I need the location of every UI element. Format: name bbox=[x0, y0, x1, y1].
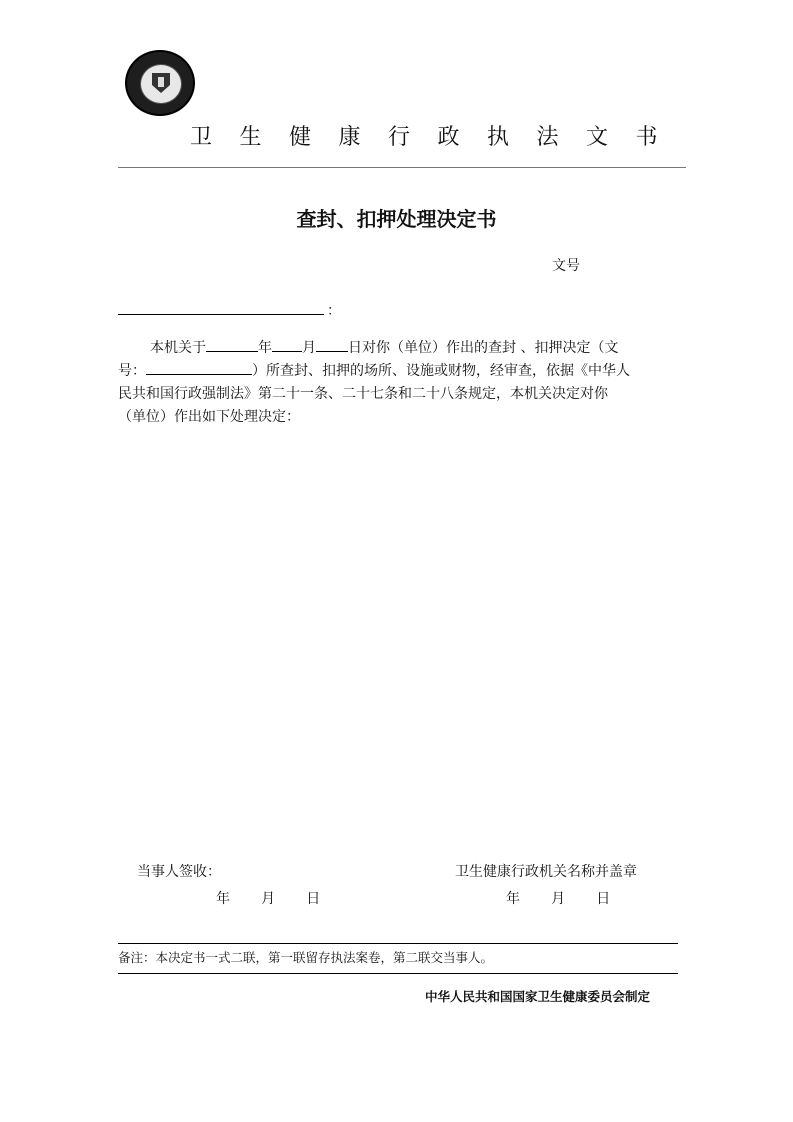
year-blank[interactable] bbox=[206, 337, 258, 352]
party-sign-label: 当事人签收： bbox=[137, 864, 221, 880]
note-text: 备注：本决定书一式二联，第一联留存执法案卷，第二联交当事人。 bbox=[118, 950, 494, 965]
party-sign-date: 年 月 日 bbox=[216, 891, 321, 907]
body-line-3: 民共和国行政强制法》第二十一条、二十七条和二十八条规定，本机关决定对你 bbox=[118, 386, 608, 402]
month-label: 月 bbox=[302, 340, 316, 356]
day-blank[interactable] bbox=[316, 337, 348, 352]
day-rest: 日对你（单位）作出的查封 、扣押决定（文 bbox=[348, 340, 619, 356]
shield-icon bbox=[152, 73, 170, 93]
note-top-rule bbox=[118, 943, 678, 944]
doc-no-prefix: 号： bbox=[118, 363, 146, 379]
recipient-blank[interactable] bbox=[118, 314, 324, 315]
recipient-colon: ： bbox=[327, 303, 341, 319]
body-line-4: （单位）作出如下处理决定： bbox=[118, 409, 300, 425]
body-prefix: 本机关于 bbox=[150, 340, 206, 356]
agency-sign-date: 年 月 日 bbox=[506, 891, 611, 907]
doc-no-blank[interactable] bbox=[146, 360, 252, 375]
header-divider bbox=[118, 167, 686, 168]
body-line-1 bbox=[118, 337, 678, 360]
document-title: 查封、扣押处理决定书 bbox=[296, 207, 497, 231]
body-line-2-text: ）所查封、扣押的场所、设施或财物，经审查，依据《中华人 bbox=[252, 363, 630, 379]
month-blank[interactable] bbox=[272, 337, 302, 352]
health-inspection-emblem bbox=[125, 50, 195, 116]
document-series-title: 卫生健康行政执法文书 bbox=[190, 125, 686, 150]
doc-number-label: 文号 bbox=[552, 258, 580, 274]
emblem-inner bbox=[140, 64, 182, 104]
note-bottom-rule bbox=[118, 973, 678, 974]
year-label: 年 bbox=[258, 340, 272, 356]
body-line-2 bbox=[118, 360, 678, 383]
issuer-text: 中华人民共和国国家卫生健康委员会制定 bbox=[425, 989, 651, 1004]
agency-seal-label: 卫生健康行政机关名称并盖章 bbox=[455, 864, 637, 880]
